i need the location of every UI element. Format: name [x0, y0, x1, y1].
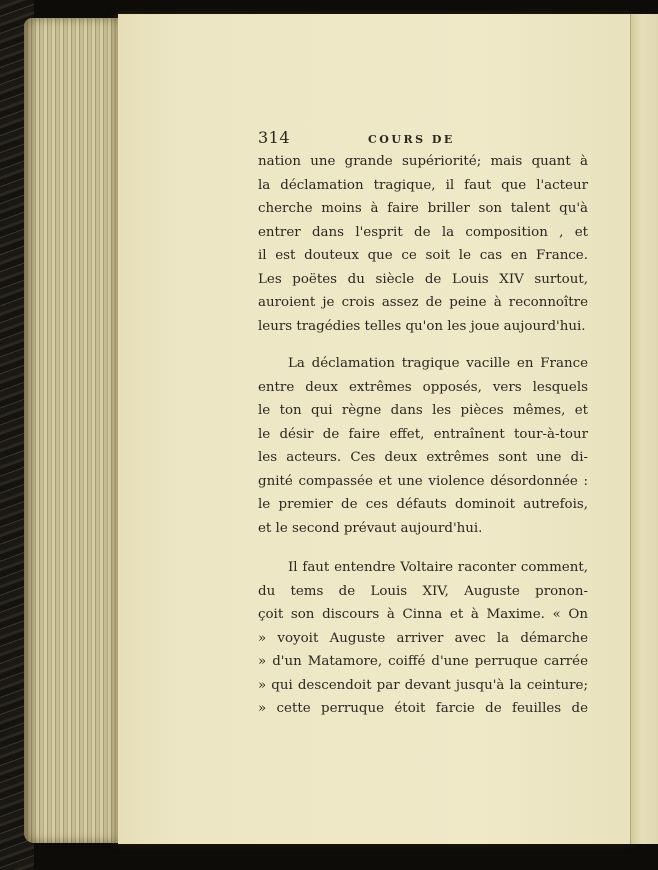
text-line: le premier de ces défauts dominoit autrefois,: [258, 497, 588, 512]
text-line: nation une grande supériorité; mais quant à: [258, 154, 588, 169]
paragraph: [258, 556, 588, 721]
text-line: entrer dans l'esprit de la composition , et: [258, 224, 588, 240]
text-line: leurs tragédies telles qu'on les joue aujourd'hui.: [258, 318, 586, 334]
text-line: cherche moins à faire briller son talent qu'à: [258, 201, 588, 216]
text-line: du tems de Louis XIV, Auguste pronon-: [258, 583, 588, 599]
paragraph-gap: [258, 540, 588, 556]
text-line: çoit son discours à Cinna et à Maxime. « On: [258, 607, 588, 622]
page-number: 314: [258, 128, 291, 147]
text-line: Les poëtes du siècle de Louis XIV surtout,: [258, 271, 588, 287]
text-line: le désir de faire effet, entraînent tour-à-tour: [258, 426, 588, 442]
paragraph: [258, 352, 588, 540]
text-line: la déclamation tragique, il faut que l'acteur: [258, 177, 588, 193]
text-line: entre deux extrêmes opposés, vers lesquels: [258, 379, 588, 395]
text-line: et le second prévaut aujourd'hui.: [258, 520, 483, 536]
text-line: » voyoit Auguste arriver avec la démarche: [258, 630, 588, 646]
text-line: les acteurs. Ces deux extrêmes sont une di-: [258, 450, 588, 465]
page-text: [258, 128, 588, 721]
text-line: » d'un Matamore, coiffé d'une perruque carrée: [258, 654, 588, 669]
text-line: gnité compassée et une violence désordonnée :: [258, 473, 588, 489]
text-line: » cette perruque étoit farcie de feuilles de: [258, 701, 588, 716]
text-line: le ton qui règne dans les pièces mêmes, et: [258, 403, 588, 418]
facing-page-edge: [630, 14, 658, 844]
text-line: il est douteux que ce soit le cas en France.: [258, 248, 588, 263]
paragraph-gap: [258, 338, 588, 352]
text-line: Il faut entendre Voltaire raconter comment,: [288, 560, 588, 575]
text-line: La déclamation tragique vacille en France: [288, 356, 588, 371]
paragraph: [258, 150, 588, 338]
page-header: [258, 128, 588, 150]
running-title: COURS DE: [368, 133, 455, 146]
text-line: auroient je crois assez de peine à reconnoître: [258, 295, 588, 310]
text-line: » qui descendoit par devant jusqu'à la ceinture;: [258, 677, 588, 693]
